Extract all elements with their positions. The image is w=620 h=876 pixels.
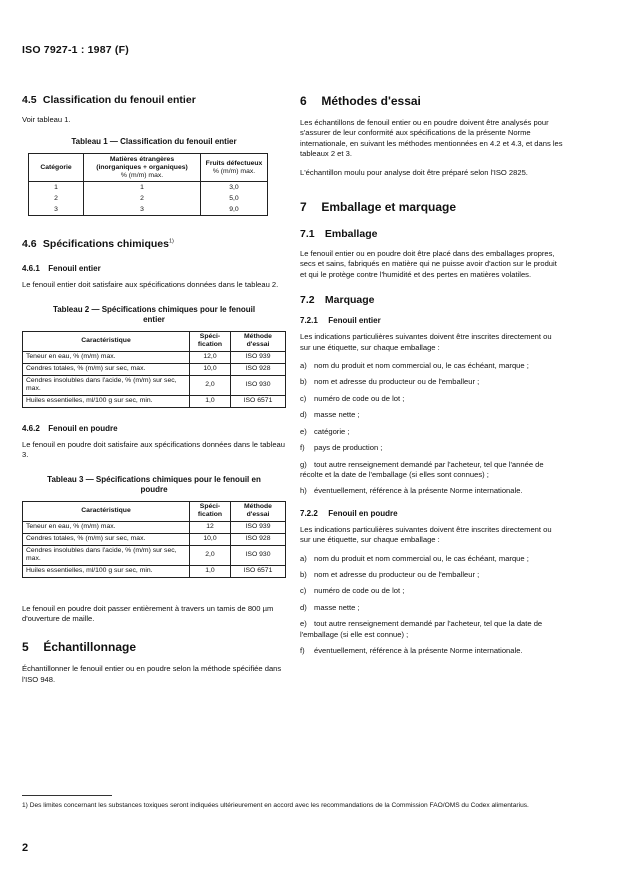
footnote: 1) Des limites concernant les substances toxiques seront indiquées ultérieurement en accord avec les recommandations de la Commission FAO/OMS du Codex alimentarius. bbox=[22, 802, 529, 809]
section-4-6-1-text: Le fenouil entier doit satisfaire aux spécifications données dans le tableau 2. bbox=[22, 280, 279, 290]
list-item: c) numéro de code ou de lot ; bbox=[300, 393, 405, 403]
table-row: Cendres insolubles dans l'acide, % (m/m) sur sec, max. 2,0 ISO 930 bbox=[23, 545, 286, 565]
section-5-text: Échantillonner le fenouil entier ou en poudre selon la méthode spécifiée dans l'ISO 948. bbox=[22, 664, 282, 684]
section-4-6-heading: 4.6 Spécifications chimiques$^{1)}$ bbox=[22, 238, 174, 251]
list-item: f) pays de production ; bbox=[300, 443, 383, 453]
right-column bbox=[300, 94, 564, 662]
table-row: Cendres insolubles dans l'acide, % (m/m) sur sec, max. 2,0 ISO 930 bbox=[23, 375, 286, 395]
powder-sieve-note: Le fenouil en poudre doit passer entièrement à travers un tamis de 800 µm d'ouverture de maille. bbox=[22, 603, 274, 624]
table-row: Teneur en eau, % (m/m) max. 12,0 ISO 939 bbox=[23, 351, 286, 363]
table-row: Cendres totales, % (m/m) sur sec, max. 10,0 ISO 928 bbox=[23, 533, 286, 545]
section-7-2-1-list bbox=[300, 361, 564, 497]
list-item: c) numéro de code ou de lot ; bbox=[300, 586, 405, 596]
list-item: b) nom et adresse du producteur ou de l'emballeur ; bbox=[300, 377, 480, 387]
table-2: Caractéristique Spéci- fication Méthode d'essai Teneur en eau, % (m/m) max. 12,0 ISO 939 Cendres totales, % (m/m) sur sec, max. 10,0 ISO 928 Cendres insolubles dans l'acide, % (m/m) sur sec, max. 2,0 ISO 930 Huiles essentielles, ml/100 g sur sec, min. 1,0 ISO 6571 bbox=[22, 331, 286, 408]
list-item: a) nom du produit et nom commercial ou, le cas échéant, marque ; bbox=[300, 361, 529, 371]
section-7-2-2-intro: Les indications particulières suivantes doivent être inscrites directement ou sur une étiquette, sur chaque emballage : bbox=[300, 524, 552, 545]
section-6-heading: 6 Méthodes d'essai bbox=[300, 94, 421, 108]
table-3-caption: Tableau 3 — Spécifications chimiques pour le fenouil en poudre bbox=[47, 474, 261, 494]
t1-head-foreign: Matières étrangères (inorganiques + organiques) % (m/m) max. bbox=[84, 154, 201, 182]
section-4-5-heading: 4.5 Classification du fenouil entier bbox=[22, 94, 196, 106]
list-item: d) masse nette ; bbox=[300, 410, 360, 420]
list-item: b) nom et adresse du producteur ou de l'emballeur ; bbox=[300, 569, 480, 579]
list-item: g) tout autre renseignement demandé par l'acheteur, tel que l'année de récolte et la date de l'emballage (si elles sont connues) ; bbox=[300, 459, 544, 479]
table-row: Teneur en eau, % (m/m) max. 12 ISO 939 bbox=[23, 521, 286, 533]
table-2-caption: Tableau 2 — Spécifications chimiques pour le fenouil entier bbox=[52, 304, 256, 324]
list-item: a) nom du produit et nom commercial ou, le cas échéant, marque ; bbox=[300, 553, 529, 563]
section-6-paragraph-2: L'échantillon moulu pour analyse doit être préparé selon l'ISO 2825. bbox=[300, 167, 528, 177]
table-1-caption: Tableau 1 — Classification du fenouil entier bbox=[71, 137, 237, 147]
list-item: e) tout autre renseignement demandé par l'acheteur, tel que la date de l'emballage (si elle est connue) ; bbox=[300, 619, 543, 639]
table-row: 3 3 9,0 bbox=[29, 204, 268, 216]
table-3: Caractéristique Spéci- fication Méthode d'essai Teneur en eau, % (m/m) max. 12 ISO 939 Cendres totales, % (m/m) sur sec, max. 10,0 ISO 928 Cendres insolubles dans l'acide, % (m/m) sur sec, max. 2,0 ISO 930 Huiles essentielles, ml/100 g sur sec, min. 1,0 ISO 6571 bbox=[22, 501, 286, 578]
section-4-6-1-heading: 4.6.1 Fenouil entier bbox=[22, 264, 101, 274]
section-5-heading: 5 Échantillonnage bbox=[22, 640, 137, 655]
section-7-1-heading: 7.1 Emballage bbox=[300, 228, 378, 241]
section-7-2-2-list bbox=[300, 554, 564, 657]
section-7-2-1-intro: Les indications particulières suivantes doivent être inscrites directement ou sur une étiquette, sur chaque emballage : bbox=[300, 332, 552, 352]
list-item: f) éventuellement, référence à la présente Norme internationale. bbox=[300, 645, 523, 655]
list-item: d) masse nette ; bbox=[300, 602, 360, 612]
footnote-ref: 1) bbox=[168, 238, 174, 245]
list-item: h) éventuellement, référence à la présente Norme internationale. bbox=[300, 486, 523, 496]
t1-head-defective: Fruits défectueux % (m/m) max. bbox=[201, 154, 268, 182]
section-7-2-2-heading: 7.2.2 Fenouil en poudre bbox=[300, 508, 398, 518]
table-row: 1 1 3,0 bbox=[29, 182, 268, 194]
section-7-2-1-heading: 7.2.1 Fenouil entier bbox=[300, 316, 381, 326]
footnote-divider bbox=[22, 795, 112, 796]
section-7-2-heading: 7.2 Marquage bbox=[300, 294, 375, 307]
section-7-1-text: Le fenouil entier ou en poudre doit être placé dans des emballages propres, secs et sains, fabriqués en matière qui ne puisse avoir d'action sur le produit et qui le protège contre l'humidité et des pertes en matières volatiles. bbox=[300, 249, 557, 279]
table-1 bbox=[28, 153, 268, 216]
section-4-6-2-heading: 4.6.2 Fenouil en poudre bbox=[22, 423, 118, 433]
t1-head-category: Catégorie bbox=[29, 154, 84, 182]
list-item: e) catégorie ; bbox=[300, 426, 350, 436]
table-row: Cendres totales, % (m/m) sur sec, max. 10,0 ISO 928 bbox=[23, 363, 286, 375]
document-header: ISO 7927-1 : 1987 (F) bbox=[22, 44, 129, 56]
page-number: 2 bbox=[22, 842, 29, 854]
table-row: Huiles essentielles, ml/100 g sur sec, min. 1,0 ISO 6571 bbox=[23, 395, 286, 407]
left-column bbox=[22, 94, 286, 693]
table-row: 2 2 5,0 bbox=[29, 193, 268, 204]
section-4-6-2-text: Le fenouil en poudre doit satisfaire aux spécifications données dans le tableau 3. bbox=[22, 439, 286, 460]
table-row: Huiles essentielles, ml/100 g sur sec, min. 1,0 ISO 6571 bbox=[23, 565, 286, 577]
section-4-5-text: Voir tableau 1. bbox=[22, 115, 71, 124]
section-7-heading: 7 Emballage et marquage bbox=[300, 200, 457, 215]
section-6-paragraph-1: Les échantillons de fenouil entier ou en poudre doivent être analysés pour s'assurer de leur conformité aux spécifications de la présente Norme internationale, en suivant les méthodes mentionnées en 4.2 et 4.3, et dans les tableaux 2 et 3. bbox=[300, 118, 563, 159]
